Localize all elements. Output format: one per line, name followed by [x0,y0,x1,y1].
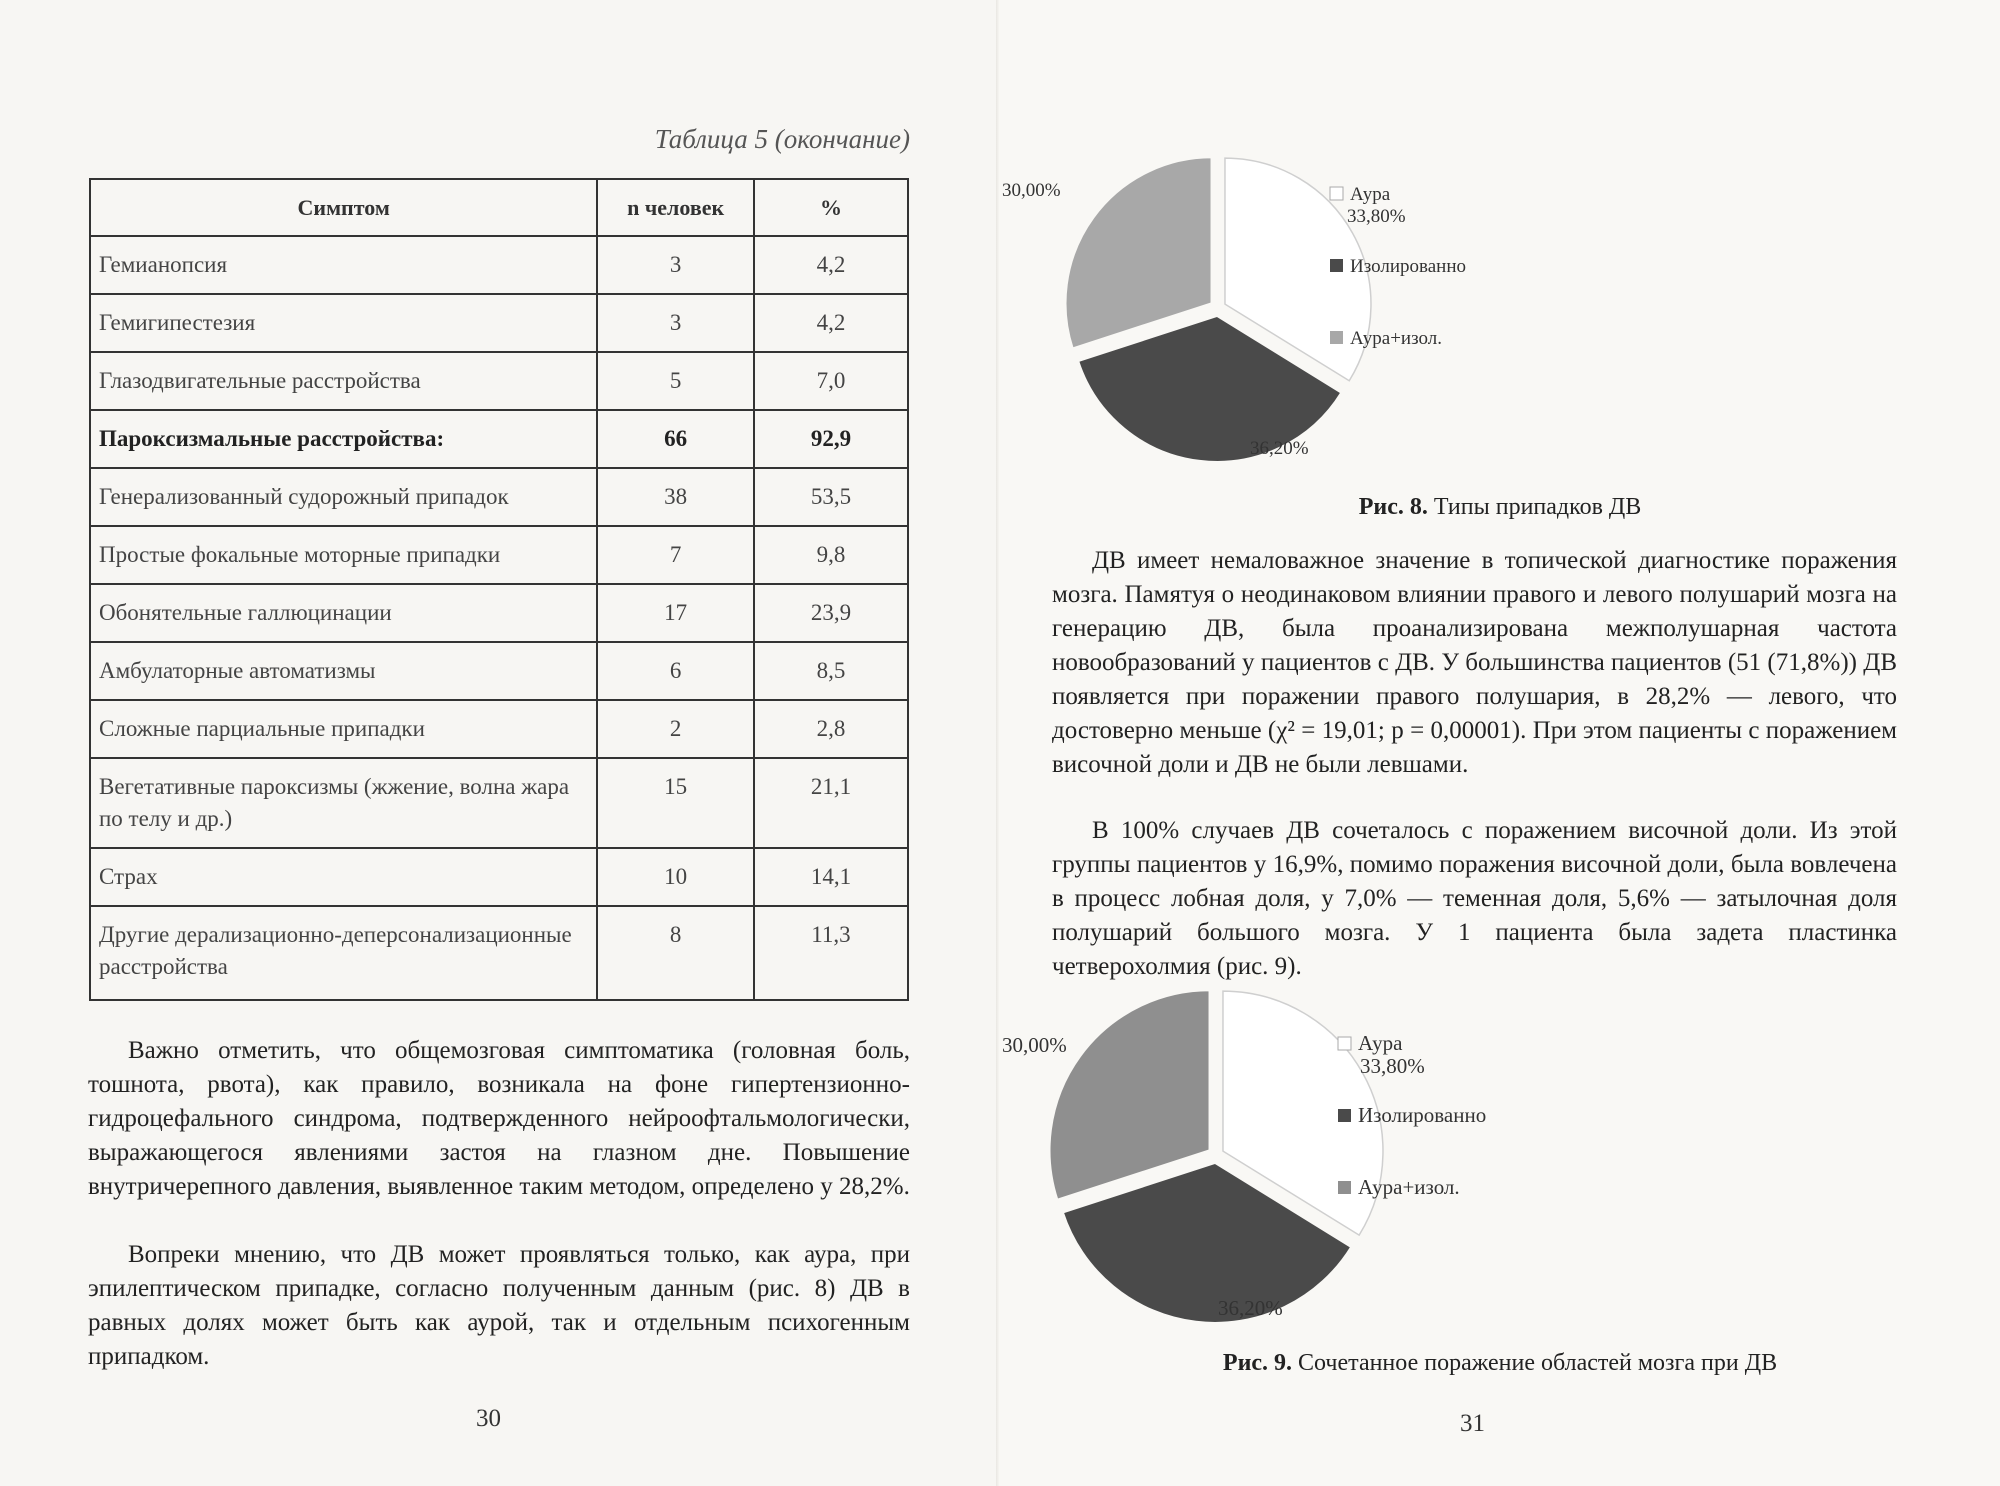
legend-swatch [1338,1109,1351,1122]
symptom-cell: Другие дерализационно-деперсонализационные расстройства [90,906,597,1000]
table-header-row [90,179,908,236]
pie-data-label: 33,80% [1360,1054,1425,1078]
table-row [90,642,908,700]
pie-slice-3 [1066,157,1212,348]
table-row [90,294,908,352]
table-row [90,758,908,848]
table-row [90,410,908,468]
fig9-caption-label: Рис. 9. [1222,1350,1293,1376]
table-row [90,848,908,906]
pie-chart-fig8 [1002,157,1466,462]
body-paragraph: Важно отметить, что общемозговая симптоматика (головная боль, тошнота, рвота), как правило, возникала на фоне гипертензионно-гидроцефального синдрома, подтвержденного нейроофтальмологически, выражающегося явлениями застоя на глазном дне. Повышение внутричерепного давления, выявленное таким методом, определено у 28,2%. [88,1037,910,1200]
table-row [90,352,908,410]
symptom-cell: Пароксизмальные расстройства: [90,410,597,468]
percent-cell: 8,5 [754,642,908,700]
fig8-caption [1000,494,2000,521]
table-caption: Таблица 5 (окончание) [654,124,910,154]
fig9-caption-text: Сочетанное поражение областей мозга при ДВ [1292,1350,1778,1376]
table-row [90,468,908,526]
percent-cell: 11,3 [754,906,908,1000]
legend-swatch [1338,1181,1351,1194]
symptom-cell: Сложные парциальные припадки [90,700,597,758]
percent-cell: 9,8 [754,526,908,584]
count-cell: 8 [597,906,754,1000]
header-percent: % [754,179,908,236]
header-symptom: Симптом [90,179,597,236]
percent-cell: 4,2 [754,236,908,294]
symptom-cell: Гемигипестезия [90,294,597,352]
legend-swatch [1330,187,1343,200]
right-page [1000,0,2000,1486]
count-cell: 5 [597,352,754,410]
body-paragraph: ДВ имеет немаловажное значение в топической диагностике поражения мозга. Памятуя о неодинаковом влиянии правого и левого полушарий мозга на генерацию ДВ, была проанализирована межполушарная частота новообразований у пациентов с ДВ. У большинства пациентов (51 (71,8%)) ДВ появляется при поражении правого полушария, в 28,2% — левого, что достоверно меньше (χ² = 19,01; р = 0,00001). При этом пациенты с поражением височной доли и ДВ не были левшами. [1052,547,1897,778]
symptom-table [89,178,909,1001]
count-cell: 17 [597,584,754,642]
count-cell: 15 [597,758,754,848]
percent-cell: 2,8 [754,700,908,758]
pie-data-label: 36,20% [1250,438,1309,459]
pie-chart-fig9 [1002,990,1486,1323]
pie-data-label: 36,20% [1218,1296,1283,1320]
percent-cell: 7,0 [754,352,908,410]
count-cell: 66 [597,410,754,468]
pie-slice-3 [1050,990,1210,1199]
fig9-caption [1000,1350,2000,1377]
symptom-cell: Вегетативные пароксизмы (жжение, волна жара по телу и др.) [90,758,597,848]
percent-cell: 14,1 [754,848,908,906]
symptom-cell: Глазодвигательные расстройства [90,352,597,410]
legend-label: Изолированно [1358,1103,1487,1127]
symptom-cell: Страх [90,848,597,906]
legend-swatch [1338,1037,1351,1050]
legend-swatch [1330,259,1343,272]
body-paragraph: Вопреки мнению, что ДВ может проявляться только, как аура, при эпилептическом припадке, согласно полученным данным (рис. 8) ДВ в равных долях может быть как аурой, так и отдельным психогенным припадком. [88,1241,910,1370]
fig8-caption-text: Типы припадков ДВ [1427,494,1642,520]
table-row [90,584,908,642]
count-cell: 10 [597,848,754,906]
legend-label: Аура+изол. [1350,328,1442,349]
count-cell: 7 [597,526,754,584]
table-row [90,236,908,294]
percent-cell: 23,9 [754,584,908,642]
percent-cell: 4,2 [754,294,908,352]
legend-label: Аура+изол. [1358,1175,1460,1199]
count-cell: 6 [597,642,754,700]
pie-data-label: 30,00% [1002,180,1061,201]
percent-cell: 21,1 [754,758,908,848]
symptom-cell: Гемианопсия [90,236,597,294]
symptom-cell: Амбулаторные автоматизмы [90,642,597,700]
legend-label: Изолированно [1350,256,1467,277]
table-row [90,700,908,758]
percent-cell: 53,5 [754,468,908,526]
count-cell: 3 [597,236,754,294]
percent-cell: 92,9 [754,410,908,468]
legend-label: Аура [1358,1031,1403,1055]
symptom-cell: Простые фокальные моторные припадки [90,526,597,584]
symptom-cell: Генерализованный судорожный припадок [90,468,597,526]
header-count: n человек [597,179,754,236]
table-row [90,526,908,584]
count-cell: 3 [597,294,754,352]
page-number: 30 [476,1405,501,1432]
pie-data-label: 33,80% [1347,206,1406,227]
pie-data-label: 30,00% [1002,1033,1067,1057]
table-row [90,906,908,1000]
legend-swatch [1330,331,1343,344]
page-number: 31 [1460,1410,1485,1437]
body-paragraph: В 100% случаев ДВ сочеталось с поражением височной доли. Из этой группы пациентов у 16,9%, помимо поражения височной доли, была вовлечена в процесс лобная доля, у 7,0% — теменная доля, 5,6% — затылочная доля полушарий большого мозга. У 1 пациента была задета пластинка четверохолмия (рис. 9). [1052,817,1897,980]
fig8-caption-label: Рис. 8. [1358,494,1428,520]
legend-label: Аура [1350,184,1391,205]
symptom-cell: Обонятельные галлюцинации [90,584,597,642]
count-cell: 38 [597,468,754,526]
count-cell: 2 [597,700,754,758]
